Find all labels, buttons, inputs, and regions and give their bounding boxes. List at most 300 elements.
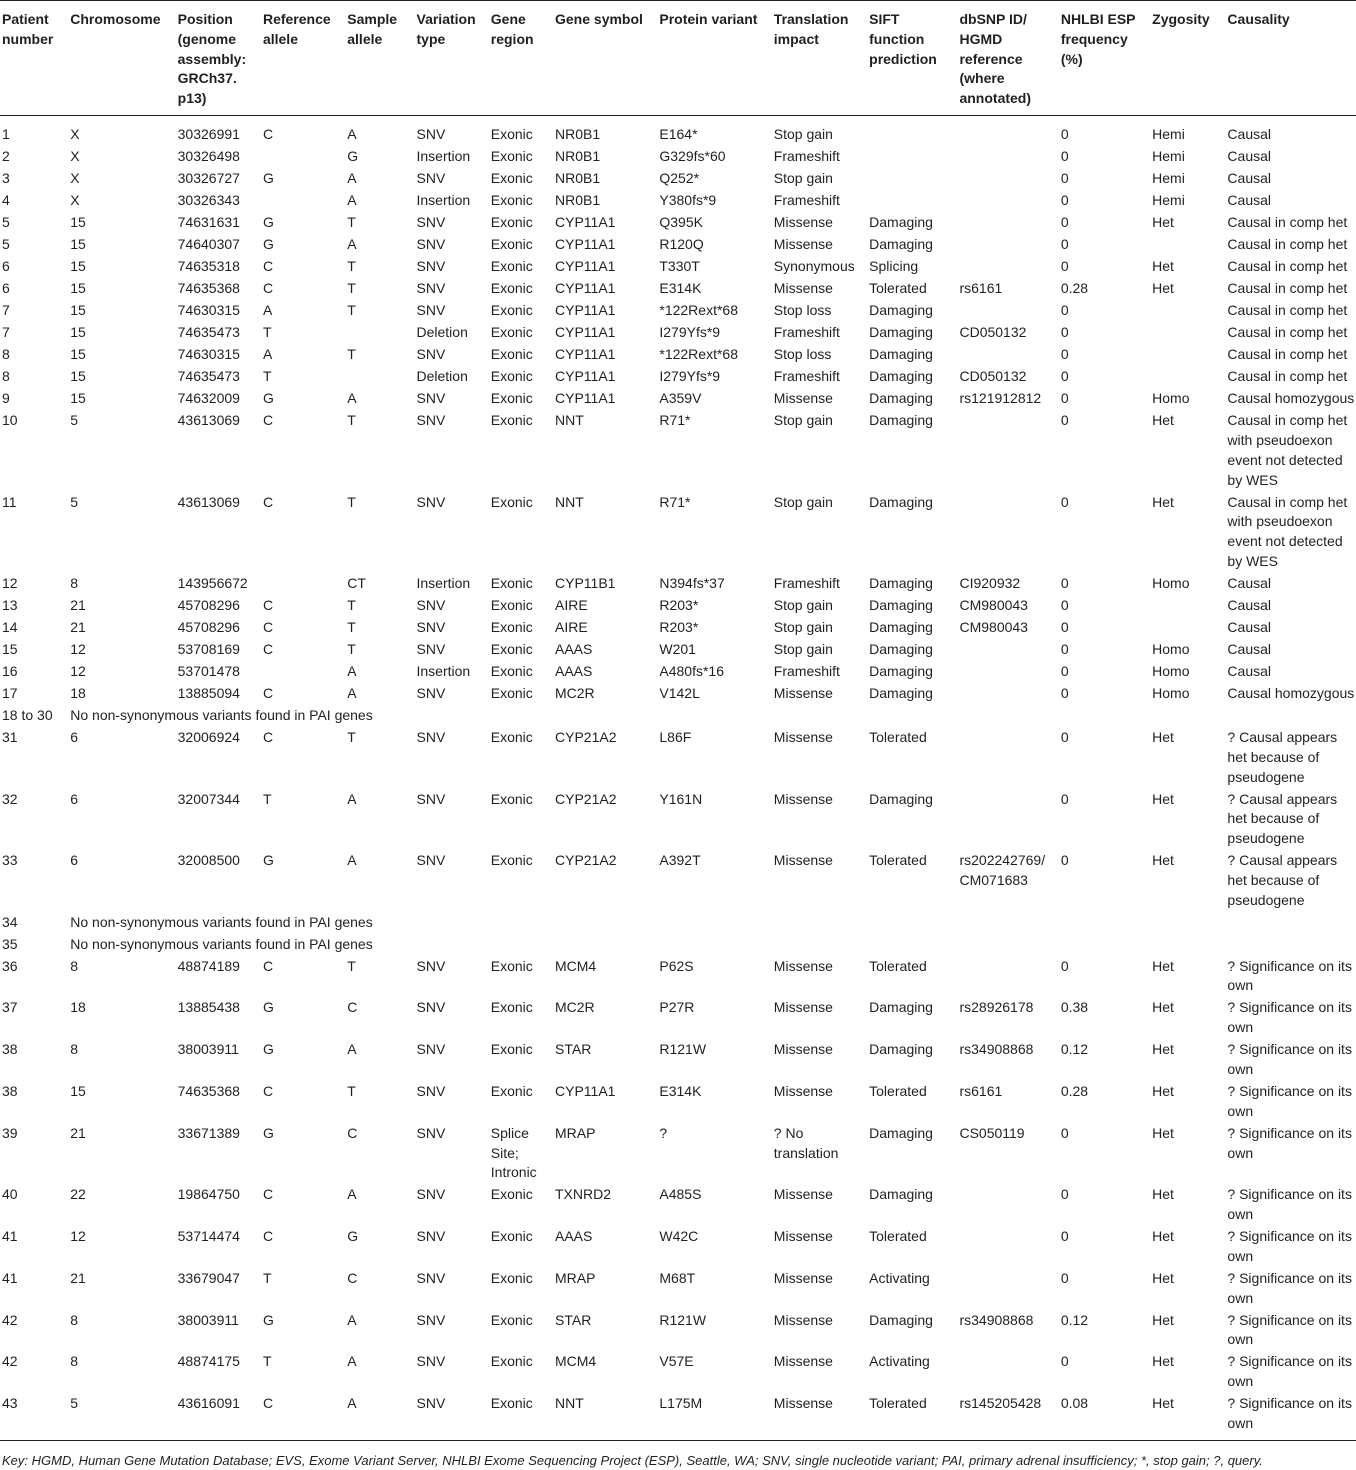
dbsnp-hgmd-cell: rs34908868 — [959, 1041, 1034, 1058]
reference-allele-cell: C — [262, 1186, 274, 1203]
table-body — [0, 115, 1356, 1440]
column-header: dbSNP ID/ HGMD reference (where annotated) — [957, 1, 1058, 116]
protein-variant-cell: E164* — [659, 126, 698, 143]
dbsnp-hgmd-cell: CD050132 — [959, 324, 1027, 341]
zygosity-cell: Het — [1152, 852, 1174, 869]
sift-prediction-cell: Damaging — [869, 493, 933, 510]
gene-region-cell: Exonic — [490, 324, 533, 341]
causality-cell: ? Causal appears het because of pseudogene — [1227, 852, 1338, 908]
sample-allele-cell: CT — [347, 575, 366, 592]
variation-type-cell: SNV — [416, 258, 446, 275]
sample-allele-cell: A — [347, 1311, 357, 1328]
esp-frequency-cell: 0 — [1060, 192, 1069, 209]
patient-number-cell: 38 — [2, 1082, 18, 1099]
protein-variant-cell: E314K — [659, 280, 702, 297]
esp-frequency-cell: 0 — [1060, 302, 1069, 319]
sample-allele-cell: A — [347, 390, 357, 407]
table-row — [0, 684, 1356, 706]
gene-symbol-cell: AAAS — [555, 662, 593, 679]
table-row — [0, 706, 1356, 728]
patient-number-cell: 5 — [2, 214, 10, 231]
sample-allele-cell: A — [347, 1186, 357, 1203]
protein-variant-cell: Q252* — [659, 170, 700, 187]
reference-allele-cell: C — [262, 640, 274, 657]
table-row — [0, 618, 1356, 640]
gene-region-cell: Exonic — [490, 790, 533, 807]
gene-region-cell: Exonic — [490, 258, 533, 275]
patient-number-cell: 3 — [2, 170, 10, 187]
position-cell: 38003911 — [177, 1311, 239, 1328]
table-row — [0, 662, 1356, 684]
gene-region-cell: Exonic — [490, 192, 533, 209]
dbsnp-hgmd-cell: CS050119 — [959, 1124, 1025, 1141]
esp-frequency-cell: 0 — [1060, 148, 1069, 165]
table-row — [0, 1185, 1356, 1227]
sift-prediction-cell: Activating — [869, 1353, 930, 1370]
esp-frequency-cell: 0 — [1060, 324, 1069, 341]
sift-prediction-cell: Tolerated — [869, 728, 927, 745]
table-row — [0, 998, 1356, 1040]
variation-type-cell: SNV — [416, 412, 446, 429]
column-header: NHLBI ESP frequency (%) — [1059, 1, 1150, 116]
patient-number-cell: 6 — [2, 280, 10, 297]
gene-region-cell: Exonic — [490, 493, 533, 510]
sample-allele-cell: T — [347, 214, 356, 231]
reference-allele-cell: C — [262, 597, 274, 614]
position-cell: 30326727 — [177, 170, 240, 187]
translation-impact-cell: Missense — [773, 1269, 833, 1286]
sift-prediction-cell: Damaging — [869, 412, 933, 429]
causality-cell: Causal homozygous — [1227, 390, 1355, 407]
table-row — [0, 1269, 1356, 1311]
table-row — [0, 191, 1356, 213]
dbsnp-hgmd-cell — [957, 345, 1058, 367]
variation-type-cell: SNV — [416, 390, 446, 407]
causality-cell: Causal in comp het — [1227, 368, 1348, 385]
zygosity-cell: Het — [1152, 1269, 1174, 1286]
dbsnp-hgmd-cell — [957, 115, 1058, 147]
zygosity-cell: Het — [1152, 1082, 1174, 1099]
chromosome-cell: X — [70, 126, 80, 143]
gene-symbol-cell: AIRE — [555, 597, 588, 614]
reference-allele-cell — [261, 662, 345, 684]
dbsnp-hgmd-cell — [957, 147, 1058, 169]
sample-allele-cell: T — [347, 728, 356, 745]
position-cell: 32008500 — [177, 852, 240, 869]
sample-allele-cell: T — [347, 640, 356, 657]
causality-cell: ? Significance on its own — [1227, 1124, 1352, 1161]
esp-frequency-cell: 0 — [1060, 1186, 1069, 1203]
protein-variant-cell: R203* — [659, 597, 699, 614]
variation-type-cell: SNV — [416, 619, 446, 635]
gene-symbol-cell: CYP21A2 — [555, 790, 617, 807]
reference-allele-cell — [261, 147, 345, 169]
sift-prediction-cell: Tolerated — [867, 1394, 957, 1440]
translation-impact-cell: Stop loss — [773, 302, 832, 319]
position-cell: 33679047 — [177, 1269, 240, 1286]
variation-type-cell: SNV — [416, 302, 446, 319]
protein-variant-cell: I279Yfs*9 — [659, 368, 721, 385]
zygosity-cell: Het — [1152, 1311, 1174, 1328]
patient-number-cell: 18 to 30 — [2, 706, 53, 723]
chromosome-cell: 21 — [70, 597, 86, 614]
table-row — [0, 301, 1356, 323]
protein-variant-cell: P27R — [659, 999, 695, 1016]
translation-impact-cell: Stop gain — [773, 640, 833, 657]
causality-cell: ? Significance on its own — [1227, 1041, 1352, 1077]
gene-symbol-cell: MCM4 — [555, 957, 597, 974]
column-header: Chromosome — [68, 1, 175, 116]
zygosity-cell: Het — [1152, 1124, 1174, 1141]
gene-region-cell: Exonic — [490, 236, 533, 253]
variation-type-cell: SNV — [416, 126, 446, 143]
gene-region-cell: Exonic — [490, 999, 533, 1016]
chromosome-cell: 15 — [70, 368, 86, 385]
position-cell: 45708296 — [177, 597, 240, 614]
causality-cell: ? Significance on its own — [1227, 1186, 1352, 1223]
chromosome-cell: 21 — [70, 1124, 86, 1141]
table-row — [0, 728, 1356, 790]
reference-allele-cell: C — [262, 126, 274, 143]
sift-prediction-cell: Damaging — [869, 575, 933, 592]
protein-variant-cell: A392T — [659, 852, 701, 869]
variation-type-cell: SNV — [415, 1394, 489, 1440]
patient-number-cell: 12 — [2, 575, 18, 592]
translation-impact-cell: ? No translation — [773, 1124, 839, 1161]
esp-frequency-cell: 0 — [1060, 790, 1069, 807]
reference-allele-cell: T — [262, 324, 272, 341]
chromosome-cell: 21 — [70, 619, 86, 635]
translation-impact-cell: Stop gain — [773, 126, 833, 143]
variation-type-cell: Insertion — [416, 575, 471, 592]
column-header: Position (genome assembly: GRCh37. p13) — [176, 1, 261, 116]
translation-impact-cell: Missense — [773, 214, 833, 231]
variation-type-cell: SNV — [416, 957, 446, 974]
table-row — [0, 957, 1356, 999]
zygosity-cell: Hemi — [1152, 192, 1185, 209]
table-row — [0, 389, 1356, 411]
esp-frequency-cell: 0 — [1060, 346, 1069, 363]
chromosome-cell: 15 — [70, 346, 86, 363]
sample-allele-cell: T — [347, 597, 356, 614]
chromosome-cell: X — [70, 148, 80, 165]
gene-region-cell: Exonic — [490, 1269, 533, 1286]
variation-type-cell: SNV — [416, 684, 446, 701]
gene-region-cell: Exonic — [490, 640, 533, 657]
variation-type-cell: SNV — [416, 1311, 446, 1328]
protein-variant-cell: Q395K — [659, 214, 703, 231]
variation-type-cell: SNV — [416, 597, 446, 614]
esp-frequency-cell: 0 — [1060, 597, 1069, 614]
patient-number-cell: 31 — [2, 728, 18, 745]
table-row — [0, 147, 1356, 169]
table-row — [0, 851, 1356, 913]
gene-symbol-cell: CYP11A1 — [555, 1082, 616, 1099]
zygosity-cell: Hemi — [1152, 170, 1185, 187]
variation-type-cell: SNV — [416, 1082, 446, 1099]
translation-impact-cell: Stop loss — [773, 346, 832, 363]
gene-symbol-cell: MRAP — [555, 1124, 596, 1141]
dbsnp-hgmd-cell — [957, 1227, 1058, 1269]
gene-symbol-cell: STAR — [555, 1311, 592, 1328]
causality-cell: Causal — [1227, 619, 1272, 635]
sample-allele-cell: A — [347, 1041, 357, 1058]
protein-variant-cell: I279Yfs*9 — [659, 324, 721, 341]
esp-frequency-cell: 0 — [1060, 728, 1069, 745]
protein-variant-cell: R203* — [659, 619, 699, 635]
causality-cell: Causal in comp het — [1227, 324, 1348, 341]
position-cell: 74632009 — [177, 390, 240, 407]
gene-symbol-cell: CYP21A2 — [555, 728, 617, 745]
patient-number-cell: 13 — [2, 597, 18, 614]
causality-cell: Causal — [1227, 192, 1272, 209]
sample-allele-cell: T — [347, 258, 356, 275]
sample-allele-cell: G — [347, 148, 359, 165]
sample-allele-cell: A — [347, 852, 357, 869]
esp-frequency-cell: 0.12 — [1060, 1311, 1089, 1328]
causality-cell: ? Significance on its own — [1225, 1394, 1356, 1440]
position-cell: 74640307 — [177, 236, 240, 253]
zygosity-cell: Het — [1152, 999, 1174, 1016]
causality-cell: Causal — [1227, 575, 1272, 592]
gene-region-cell: Exonic — [490, 1353, 533, 1370]
protein-variant-cell: A359V — [659, 390, 702, 407]
esp-frequency-cell: 0 — [1060, 619, 1069, 635]
causality-cell: Causal in comp het — [1227, 346, 1348, 363]
variation-type-cell: SNV — [416, 280, 446, 297]
zygosity-cell: Homo — [1152, 684, 1190, 701]
position-cell: 30326343 — [177, 192, 240, 209]
sample-allele-cell: A — [347, 126, 357, 143]
translation-impact-cell: Missense — [773, 790, 833, 807]
table-row — [0, 1040, 1356, 1082]
sift-prediction-cell: Damaging — [869, 214, 933, 231]
esp-frequency-cell: 0 — [1060, 390, 1069, 407]
reference-allele-cell: C — [262, 258, 274, 275]
sift-prediction-cell: Tolerated — [869, 280, 927, 297]
variation-type-cell: SNV — [416, 170, 446, 187]
table-row — [0, 596, 1356, 618]
dbsnp-hgmd-cell — [957, 235, 1058, 257]
zygosity-cell — [1150, 301, 1225, 323]
sift-prediction-cell: Damaging — [869, 1124, 933, 1141]
table-row — [0, 169, 1356, 191]
protein-variant-cell: R121W — [659, 1311, 707, 1328]
esp-frequency-cell: 0 — [1060, 575, 1069, 592]
position-cell: 74635473 — [177, 324, 240, 341]
chromosome-cell: 5 — [70, 493, 79, 510]
zygosity-cell: Hemi — [1152, 148, 1185, 165]
translation-impact-cell: Missense — [773, 1228, 833, 1245]
gene-symbol-cell: CYP11A1 — [555, 390, 616, 407]
gene-symbol-cell: CYP11A1 — [555, 214, 616, 231]
causality-cell: ? Significance on its own — [1227, 957, 1352, 994]
reference-allele-cell: A — [262, 346, 273, 363]
sift-prediction-cell: Damaging — [869, 790, 933, 807]
protein-variant-cell: L175M — [657, 1394, 771, 1440]
causality-cell: ? Causal appears het because of pseudogene — [1227, 728, 1338, 785]
reference-allele-cell: G — [262, 852, 274, 869]
translation-impact-cell: Frameshift — [773, 192, 840, 209]
protein-variant-cell: W201 — [659, 640, 696, 657]
protein-variant-cell: T330T — [659, 258, 700, 275]
sample-allele-cell: T — [347, 412, 356, 429]
sift-prediction-cell: Damaging — [869, 597, 933, 614]
gene-region-cell: Exonic — [490, 126, 533, 143]
table-row — [0, 574, 1356, 596]
table-row — [0, 411, 1356, 492]
protein-variant-cell: ? — [659, 1124, 668, 1141]
esp-frequency-cell: 0 — [1060, 1269, 1069, 1286]
chromosome-cell: 5 — [70, 412, 79, 429]
table-row — [0, 1311, 1356, 1353]
variation-type-cell: Insertion — [416, 148, 471, 165]
causality-cell: Causal — [1227, 597, 1272, 614]
zygosity-cell — [1150, 345, 1225, 367]
gene-region-cell: Splice Site; Intronic — [490, 1124, 537, 1181]
zygosity-cell — [1150, 596, 1225, 618]
reference-allele-cell: C — [262, 1228, 274, 1245]
causality-cell: ? Significance on its own — [1227, 1269, 1352, 1306]
gene-region-cell: Exonic — [490, 346, 533, 363]
protein-variant-cell: A485S — [659, 1186, 702, 1203]
sift-prediction-cell — [867, 169, 957, 191]
gene-region-cell: Exonic — [489, 1394, 553, 1440]
zygosity-cell: Hemi — [1152, 126, 1185, 143]
causality-cell: Causal in comp het — [1227, 258, 1348, 275]
translation-impact-cell: Stop gain — [773, 170, 833, 187]
gene-region-cell: Exonic — [490, 1041, 533, 1058]
sample-allele-cell: T — [347, 302, 356, 319]
column-header: Variation type — [415, 1, 489, 116]
causality-cell: Causal in comp het with pseudoexon event not detected by WES — [1227, 412, 1348, 488]
esp-frequency-cell: 0.28 — [1060, 1082, 1089, 1099]
esp-frequency-cell: 0.28 — [1060, 280, 1089, 297]
variation-type-cell: Deletion — [416, 368, 468, 385]
chromosome-cell: 15 — [70, 390, 86, 407]
sift-prediction-cell: Damaging — [869, 1041, 933, 1058]
translation-impact-cell: Frameshift — [773, 148, 840, 165]
zygosity-cell — [1150, 618, 1225, 640]
zygosity-cell — [1150, 367, 1225, 389]
sift-prediction-cell — [867, 191, 957, 213]
sift-prediction-cell: Damaging — [869, 302, 933, 319]
translation-impact-cell: Synonymous — [773, 258, 855, 275]
protein-variant-cell: R71* — [659, 412, 691, 429]
esp-frequency-cell: 0 — [1060, 126, 1069, 143]
protein-variant-cell: A480fs*16 — [659, 662, 724, 679]
causality-cell: ? Significance on its own — [1227, 999, 1352, 1036]
gene-region-cell: Exonic — [490, 148, 533, 165]
sample-allele-cell: A — [345, 1394, 414, 1440]
chromosome-cell: 6 — [70, 790, 79, 807]
chromosome-cell: 8 — [70, 1353, 79, 1370]
protein-variant-cell: Y380fs*9 — [659, 192, 717, 209]
dbsnp-hgmd-cell — [957, 301, 1058, 323]
gene-region-cell: Exonic — [490, 1082, 533, 1099]
gene-region-cell: Exonic — [490, 412, 533, 429]
esp-frequency-cell: 0.12 — [1060, 1041, 1089, 1058]
position-cell: 32006924 — [177, 728, 240, 745]
gene-symbol-cell: NR0B1 — [555, 148, 601, 165]
sift-prediction-cell: Tolerated — [869, 957, 927, 974]
table-row — [0, 323, 1356, 345]
gene-region-cell: Exonic — [490, 280, 533, 297]
patient-number-cell: 37 — [2, 999, 18, 1016]
column-header: Translation impact — [772, 1, 867, 116]
sift-prediction-cell — [867, 115, 957, 147]
esp-frequency-cell: 0 — [1060, 1228, 1069, 1245]
sample-allele-cell: T — [347, 493, 356, 510]
patient-number-cell: 41 — [2, 1228, 18, 1245]
reference-allele-cell: C — [262, 728, 274, 745]
sift-prediction-cell: Damaging — [869, 640, 933, 657]
patient-number-cell: 34 — [2, 913, 18, 930]
dbsnp-hgmd-cell — [957, 1185, 1058, 1227]
gene-region-cell: Exonic — [490, 957, 533, 974]
position-cell: 74635318 — [177, 258, 240, 275]
chromosome-cell: X — [70, 170, 80, 187]
zygosity-cell: Het — [1150, 1394, 1225, 1440]
translation-impact-cell: Missense — [773, 1311, 833, 1328]
sift-prediction-cell: Tolerated — [869, 852, 927, 869]
gene-region-cell: Exonic — [490, 302, 533, 319]
zygosity-cell: Homo — [1152, 390, 1190, 407]
gene-symbol-cell: CYP21A2 — [555, 852, 617, 869]
dbsnp-hgmd-cell — [957, 662, 1058, 684]
position-cell: 13885094 — [177, 684, 240, 701]
gene-region-cell: Exonic — [490, 1311, 533, 1328]
gene-symbol-cell: CYP11A1 — [555, 346, 616, 363]
protein-variant-cell: R120Q — [659, 236, 704, 253]
variation-type-cell: SNV — [416, 346, 446, 363]
causality-cell: Causal — [1227, 148, 1272, 165]
sample-allele-cell: A — [347, 1353, 357, 1370]
variation-type-cell: SNV — [416, 852, 446, 869]
protein-variant-cell: *122Rext*68 — [659, 302, 738, 319]
variation-type-cell: SNV — [416, 1186, 446, 1203]
translation-impact-cell: Missense — [773, 999, 833, 1016]
patient-number-cell: 7 — [2, 302, 10, 319]
zygosity-cell: Het — [1152, 1228, 1174, 1245]
gene-symbol-cell: NR0B1 — [555, 126, 601, 143]
dbsnp-hgmd-cell — [957, 191, 1058, 213]
zygosity-cell: Het — [1152, 1353, 1174, 1370]
protein-variant-cell: *122Rext*68 — [659, 346, 738, 363]
gene-symbol-cell: CYP11A1 — [555, 324, 616, 341]
column-header: Causality — [1225, 1, 1356, 116]
reference-allele-cell: C — [261, 1394, 345, 1440]
dbsnp-hgmd-cell — [957, 640, 1058, 662]
esp-frequency-cell: 0 — [1060, 493, 1069, 510]
sample-allele-cell — [345, 367, 414, 389]
no-variants-note: No non-synonymous variants found in PAI genes — [70, 913, 373, 930]
table-row — [0, 257, 1356, 279]
variation-type-cell: SNV — [416, 640, 446, 657]
gene-symbol-cell: NR0B1 — [555, 170, 601, 187]
translation-impact-cell: Missense — [773, 728, 833, 745]
causality-cell: ? Significance on its own — [1227, 1228, 1352, 1264]
chromosome-cell: 8 — [70, 1041, 79, 1058]
gene-region-cell: Exonic — [490, 214, 533, 231]
esp-frequency-cell: 0 — [1060, 236, 1069, 253]
sample-allele-cell: A — [347, 662, 357, 679]
position-cell: 53714474 — [177, 1228, 240, 1245]
sift-prediction-cell: Tolerated — [869, 1228, 927, 1245]
position-cell: 19864750 — [177, 1186, 240, 1203]
patient-number-cell: 10 — [2, 412, 18, 429]
protein-variant-cell: G329fs*60 — [659, 148, 726, 165]
